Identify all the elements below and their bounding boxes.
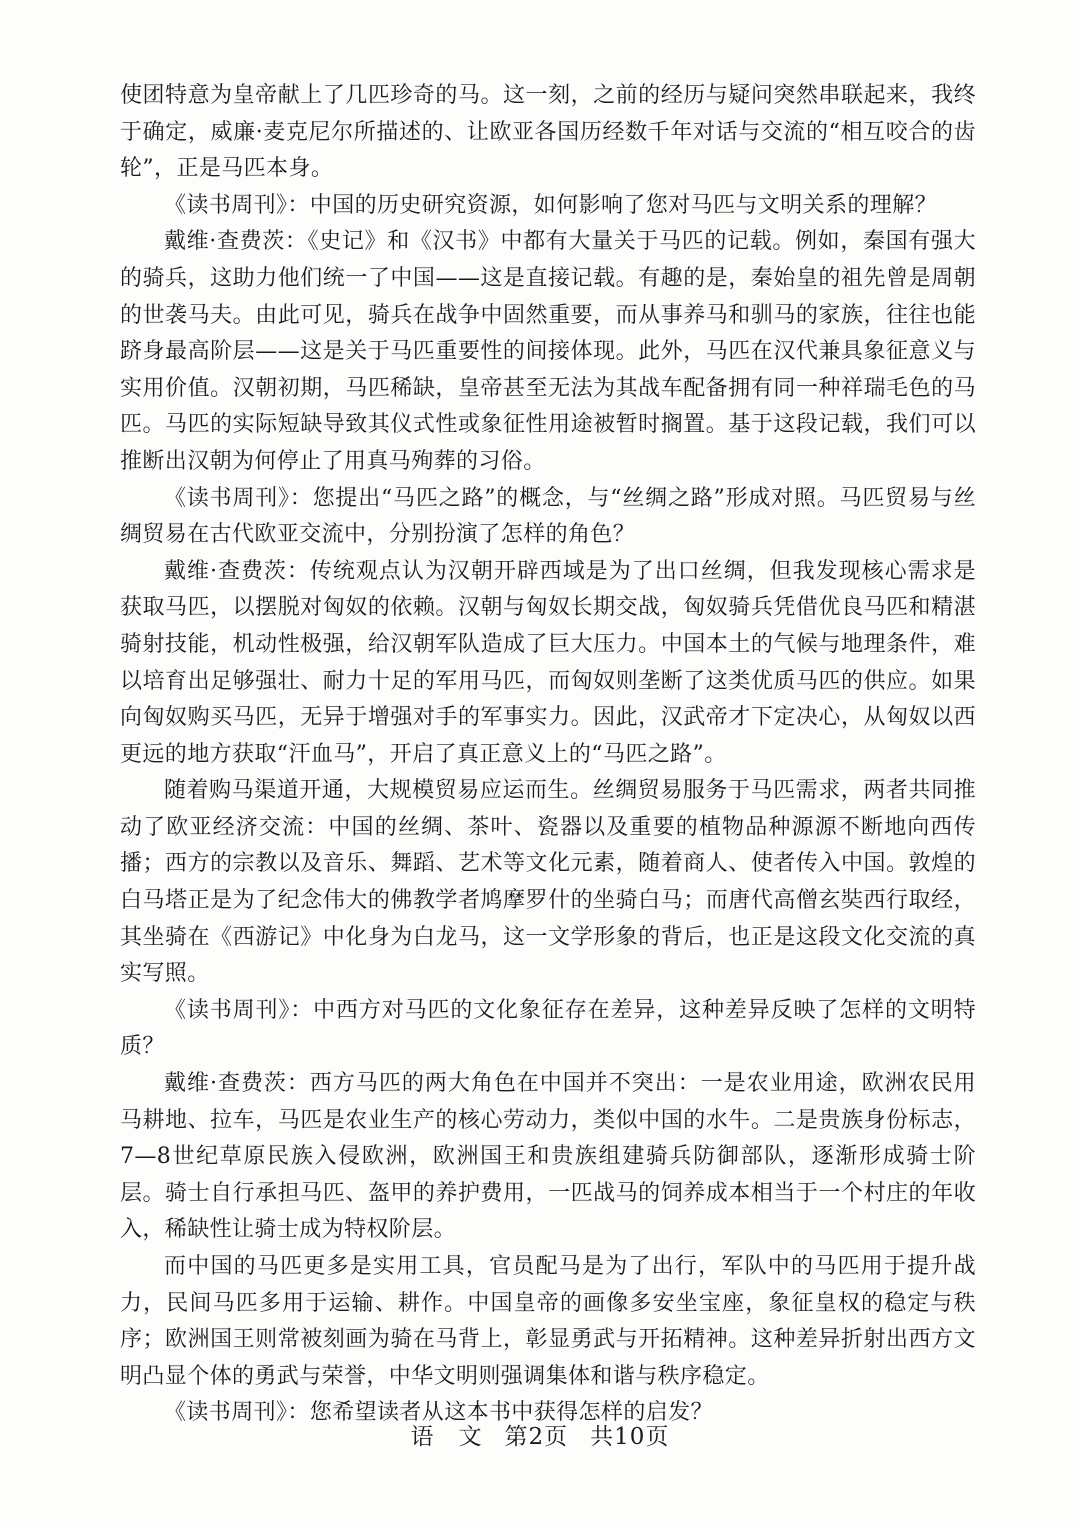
paragraph-question: 《读书周刊》：中国的历史研究资源，如何影响了您对马匹与文明关系的理解？	[164, 192, 938, 218]
paragraph-answer: 戴维·查费茨：西方马匹的两大角色在中国并不突出：一是农业用途，欧洲农民用马耕地、拉车，马匹是农业生产的核心劳动力，类似中国的水牛。二是贵族身份标志，7—8世纪草原民族入侵欧洲，欧洲国王和贵族组建骑兵防御部队，逐渐形成骑士阶层。骑士自行承担马匹、盔甲的养护费用，一匹战马的饲养成本相当于一个村庄的年收入，稀缺性让骑士成为特权阶层。	[120, 1071, 976, 1243]
paragraph: 随着购马渠道开通，大规模贸易应运而生。丝绸贸易服务于马匹需求，两者共同推动了欧亚经济交流：中国的丝绸、茶叶、瓷器以及重要的植物品种源源不断地向西传播；西方的宗教以及音乐、舞蹈、艺术等文化元素，随着商人、使者传入中国。敦煌的白马塔正是为了纪念伟大的佛教学者鸠摩罗什的坐骑白马；而唐代高僧玄奘西行取经，其坐骑在《西游记》中化身为白龙马，这一文学形象的背后，也正是这段文化交流的真实写照。	[120, 778, 976, 987]
paragraph-question: 《读书周刊》：您希望读者从这本书中获得怎样的启发？	[164, 1400, 714, 1426]
paragraph-question: 《读书周刊》：您提出“马匹之路”的概念，与“丝绸之路”形成对照。马匹贸易与丝绸贸易在古代欧亚交流中，分别扮演了怎样的角色？	[120, 485, 976, 548]
footer-total-pages: 共10页	[590, 1424, 670, 1450]
paragraph-answer: 戴维·查费茨：传统观点认为汉朝开辟西域是为了出口丝绸，但我发现核心需求是获取马匹，以摆脱对匈奴的依赖。汉朝与匈奴长期交战，匈奴骑兵凭借优良马匹和精湛骑射技能，机动性极强，给汉朝军队造成了巨大压力。中国本土的气候与地理条件，难以培育出足够强壮、耐力十足的军用马匹，而匈奴则垄断了这类优质马匹的供应。如果向匈奴购买马匹，无异于增强对手的军事实力。因此，汉武帝才下定决心，从匈奴以西更远的地方获取“汗血马”，开启了真正意义上的“马匹之路”。	[120, 558, 976, 767]
paragraph-answer: 戴维·查费茨：《史记》和《汉书》中都有大量关于马匹的记载。例如，秦国有强大的骑兵，这助力他们统一了中国——这是直接记载。有趣的是，秦始皇的祖先曾是周朝的世袭马夫。由此可见，骑兵在战争中固然重要，而从事养马和驯马的家族，往往也能跻身最高阶层——这是关于马匹重要性的间接体现。此外，马匹在汉代兼具象征意义与实用价值。汉朝初期，马匹稀缺，皇帝甚至无法为其战车配备拥有同一种祥瑞毛色的马匹。马匹的实际短缺导致其仪式性或象征性用途被暂时搁置。基于这段记载，我们可以推断出汉朝为何停止了用真马殉葬的习俗。	[120, 229, 976, 474]
footer-page-number: 第2页	[504, 1424, 569, 1450]
footer-subject: 语 文	[410, 1424, 483, 1450]
paragraph: 而中国的马匹更多是实用工具，官员配马是为了出行，军队中的马匹用于提升战力，民间马匹多用于运输、耕作。中国皇帝的画像多安坐宝座，象征皇权的稳定与秩序；欧洲国王则常被刻画为骑在马背上，彰显勇武与开拓精神。这种差异折射出西方文明凸显个体的勇武与荣誉，中华文明则强调集体和谐与秩序稳定。	[120, 1254, 976, 1389]
paragraph-question: 《读书周刊》：中西方对马匹的文化象征存在差异，这种差异反映了怎样的文明特质？	[120, 997, 976, 1060]
article-body	[120, 78, 976, 1432]
page-footer	[0, 1418, 1080, 1451]
paragraph: 使团特意为皇帝献上了几匹珍奇的马。这一刻，之前的经历与疑问突然串联起来，我终于确定，威廉·麦克尼尔所描述的、让欧亚各国历经数千年对话与交流的“相互咬合的齿轮”，正是马匹本身。	[120, 83, 976, 182]
